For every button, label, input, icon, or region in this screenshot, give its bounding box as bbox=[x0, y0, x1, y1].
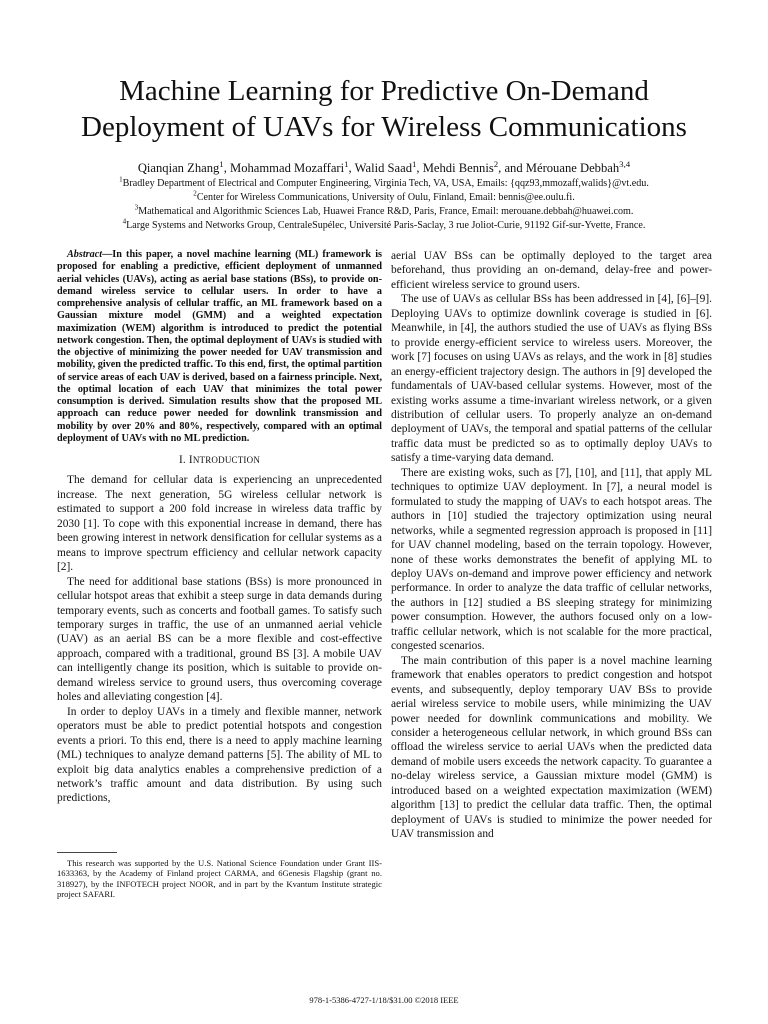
affiliation: $^1$Bradley Department of Electrical and Computer Engineering, Virginia Tech, VA, USA, Emails: {qqz93,mmozaff,walids}@vt.edu. bbox=[119, 175, 649, 189]
affiliation: $^3$Mathematical and Algorithmic Sciences Lab, Huawei France R&D, Paris, France, Email: merouane.debbah@huawei.com. bbox=[134, 203, 634, 217]
author: Qianqian Zhang$^1$, bbox=[137, 158, 230, 175]
paragraph: aerial UAV BSs can be optimally deployed to the target area beforehand, thus providing an on-demand, delay-free and power-efficient wireless service to ground users. bbox=[391, 250, 712, 291]
paragraph: The demand for cellular data is experiencing an unprecedented increase. The next generation, 5G wireless cellular network is estimated to support a 200 fold increase in wireless data traffic by 2030 [1]. To cope with this exponential increase in demand, there has been growing interest in network densification for cellular systems as a means to improve spectrum efficiency and cellular network capacity [2]. bbox=[57, 474, 382, 574]
affiliation: $^2$Center for Wireless Communications, University of Oulu, Finland, Email: bennis@ee.oulu.fi. bbox=[193, 189, 575, 203]
paragraph: The use of UAVs as cellular BSs has been addressed in [4], [6]–[9]. Deploying UAVs to optimize downlink coverage is studied in [6]. Meanwhile, in [4], the authors studied the use of UAVs as flying BSs to provide energy-efficient service to wireless users. Moreover, the work [7] focuses on using UAVs as relays, and the work in [8] studies an energy-efficient trajectory design. The authors in [9] developed the fundamentals of UAV-based cellular systems. However, most of the existing works assume a time-invariant wireless network, or a given distribution of cellular users. To properly analyze an on-demand deployment of UAVs, the temporal and spatial patterns of the cellular traffic data must be predicted so as to optimally deploy UAVs to satisfy a time-varying data demand. bbox=[391, 293, 712, 465]
section-heading-introduction: I. INTRODUCTION bbox=[178, 454, 261, 466]
author: Walid Saad$^1$, bbox=[354, 158, 423, 175]
paragraph: There are existing woks, such as [7], [10], and [11], that apply ML techniques to optimize UAV deployment. In [7], a neural model is formulated to study the mapping of UAVs to each hotspot areas. The authors in [10] studied the trajectory optimization using neural networks, while a segmented regression approach is proposed in [11] for UAV channel modeling, based on the terrain topology. However, none of these works demonstrates the benefit of applying ML to deploy UAVs on-demand and improve power efficiency and network performance. In order to analyze the data traffic of cellular networks, the authors in [12] studied a BS sleeping strategy for minimizing power consumption. However, the authors focused only on a low-traffic cellular network, which is not scalable for the more practical, congested scenarios. bbox=[391, 466, 712, 653]
affiliations bbox=[40, 177, 728, 233]
footnote bbox=[57, 858, 382, 899]
paper-title bbox=[40, 73, 728, 145]
right-column bbox=[391, 249, 712, 842]
left-column bbox=[57, 249, 382, 806]
abstract bbox=[57, 249, 382, 445]
paragraph: The main contribution of this paper is a novel machine learning framework that enables operators to predict congestion and hotspot events, and subsequently, deploy temporary UAV BSs to provide aerial wireless service to mobile users, while minimizing the UAV power needed for downlink communications and mobility. We consider a heterogeneous cellular network, in which ground BSs can offload the wireless service to aerial UAVs when the predicted data demand of mobile users exceeds the network capacity. To guarantee a no-delay wireless service, a Gaussian mixture model (GMM) is introduced based on a weighted expectation maximization (WEM) algorithm [13] to predict the cellular data traffic. Then, the optimal deployment of UAVs is studied to minimize the power needed for UAV transmission and bbox=[391, 654, 712, 841]
title-line-1: Machine Learning for Predictive On-Demand bbox=[119, 75, 649, 107]
affiliation: $^4$Large Systems and Networks Group, CentraleSupélec, Université Paris-Saclay, 3 rue Joliot-Curie, 91192 Gif-sur-Yvette, France. bbox=[122, 217, 646, 231]
abstract-text: —In this paper, a novel machine learning (ML) framework is proposed for enabling a predictive, efficient deployment of unmanned aerial vehicles (UAVs), acting as aerial base stations (BSs), to provide on-demand wireless service to cellular users. In order to have a comprehensive analysis of cellular traffic, an ML framework based on a Gaussian mixture model (GMM) and a weighted expectation maximization (WEM) algorithm is introduced to predict the potential network congestion. Then, the optimal deployment of UAVs is studied with the objective of minimizing the power needed for UAV transmission and mobility, given the predicted traffic. To this end, first, the optimal partition of service areas of each UAV is derived, based on a fairness principle. Next, the optimal location of each UAV that minimizes the total power consumption is derived. Simulation results show that the proposed ML approach can reduce power needed for downlink transmission and mobility by over 20% and 80%, respectively, compared with an optimal deployment of UAVs with no ML prediction. bbox=[57, 249, 382, 444]
copyright-line: 978-1-5386-4727-1/18/$31.00 ©2018 IEEE bbox=[309, 995, 459, 1005]
title-line-2: Deployment of UAVs for Wireless Communications bbox=[81, 111, 687, 143]
footnote-rule bbox=[57, 852, 117, 853]
author: Mérouane Debbah$^{3,4}$ bbox=[525, 158, 631, 175]
author-list bbox=[40, 160, 728, 176]
author: Mehdi Bennis$^2$, and bbox=[422, 158, 526, 175]
paragraph: In order to deploy UAVs in a timely and flexible manner, network operators must be able to predict potential hotspots and congestion events a priori. To this end, there is a need to apply machine learning (ML) techniques to analyze demand patterns [5]. The ability of ML to exploit big data analytics enables a comprehensive prediction of a network’s traffic amount and data distribution. By using such predictions, bbox=[57, 705, 382, 805]
footnote-text: This research was supported by the U.S. National Science Foundation under Grant IIS-1633363, by the Academy of Finland project CARMA, and 6Genesis Flagship (grant no. 318927), by the INFOTECH project NOOR, and in part by the Kvantum Institute strategic project SAFARI. bbox=[57, 858, 382, 899]
abstract-label: Abstract bbox=[67, 249, 103, 260]
paragraph: The need for additional base stations (BSs) is more pronounced in cellular hotspot areas that exhibit a steep surge in data demands during temporary events, such as concerts and football games. To satisfy such temporary surges in traffic, the use of an unmanned aerial vehicle (UAV) as an aerial BS can be a more flexible and cost-effective approach, compared with a traditional, ground BS [3]. A mobile UAV can intelligently change its position, which is suitable to provide on-demand wireless service to ground users, thus overcoming coverage holes and alleviating congestion [4]. bbox=[57, 575, 382, 704]
author: Mohammad Mozaffari$^1$, bbox=[230, 158, 355, 175]
